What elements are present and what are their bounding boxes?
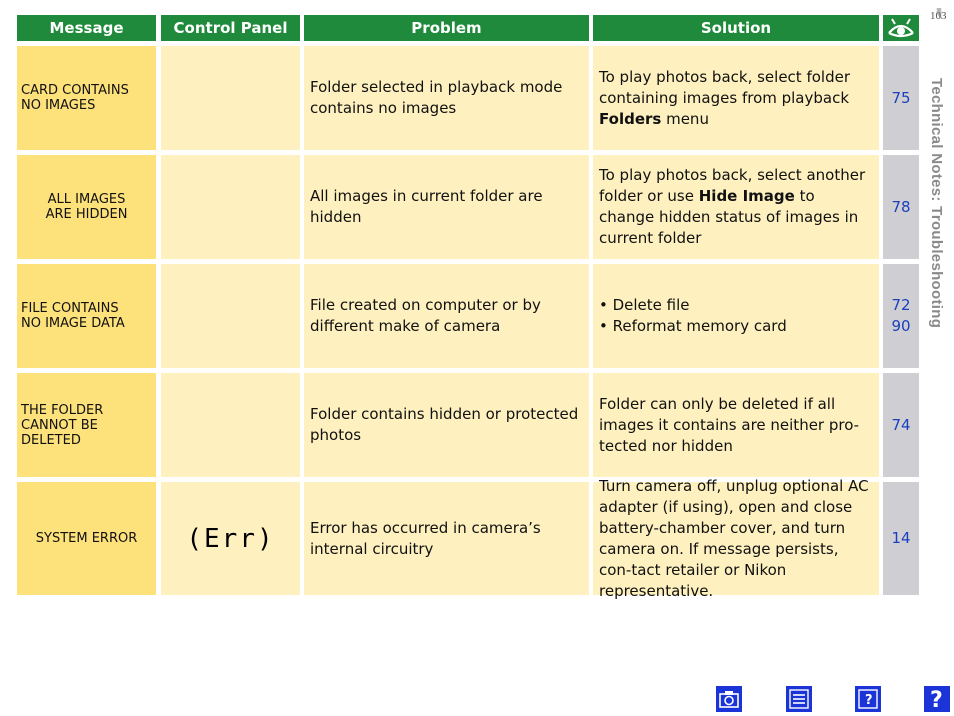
header-message-label: Message — [49, 19, 124, 37]
header-problem-label: Problem — [411, 19, 482, 37]
row-5-control-panel — [161, 482, 300, 595]
row-2-solution-text — [599, 165, 873, 249]
row-4-problem — [304, 373, 589, 477]
solution-text-part: To play photos back, select folder containing images from playback — [599, 67, 850, 107]
row-1-message — [17, 46, 156, 150]
row-5-page-link[interactable] — [883, 482, 919, 595]
row-5-message-text: SYSTEM ERROR — [35, 531, 138, 546]
nav-camera-button[interactable] — [716, 686, 742, 712]
row-5-message — [17, 482, 156, 595]
solution-text-part: To play photos back, select another folder or use — [599, 166, 866, 205]
row-3-page-number[interactable]: 72 90 — [891, 296, 911, 335]
nav-index-button[interactable] — [855, 686, 881, 712]
row-3-message-text: FILE CONTAINS NO IMAGE DATA — [21, 301, 125, 331]
row-4-message-text: THE FOLDER CANNOT BE DELETED — [21, 402, 104, 448]
row-4-page-link[interactable] — [883, 373, 919, 477]
row-3-page-link[interactable] — [883, 264, 919, 368]
page-number: 103 — [930, 10, 947, 22]
solution-bold-term: Hide Image — [698, 187, 795, 205]
row-1-control-panel — [161, 46, 300, 150]
control-panel-err-display: (Err) — [186, 523, 275, 554]
row-3-control-panel — [161, 264, 300, 368]
row-5-solution-text: Turn camera off, unplug optional AC adapter (if using), open and close battery-chamber cover, and turn camera on. If message persists, con-tact retailer or Nikon representative. — [599, 476, 869, 600]
row-4-page-number[interactable]: 74 — [891, 415, 911, 434]
row-5-problem-text: Error has occurred in camera’s internal circuitry — [310, 518, 541, 558]
help-question-icon — [927, 688, 947, 710]
header-message — [17, 15, 156, 41]
row-2-message-text: ALL IMAGES ARE HIDDEN — [45, 192, 128, 222]
row-5-problem — [304, 482, 589, 595]
solution-bold-term: Folders — [599, 109, 662, 128]
row-1-page-link[interactable] — [883, 46, 919, 150]
row-2-solution — [593, 155, 879, 259]
nav-help-button[interactable] — [924, 686, 950, 712]
row-4-solution-text: Folder can only be deleted if all images it contains are neither pro-tected nor hidden — [599, 394, 860, 455]
nikon-eye-svg — [886, 17, 916, 39]
header-control-panel — [161, 15, 300, 41]
row-1-solution — [593, 46, 879, 150]
camera-icon — [719, 690, 739, 708]
row-3-message — [17, 264, 156, 368]
row-1-problem — [304, 46, 589, 150]
row-2-problem — [304, 155, 589, 259]
row-1-problem-text: Folder selected in playback mode contains no images — [310, 78, 563, 117]
row-4-control-panel — [161, 373, 300, 477]
row-1-page-number[interactable]: 75 — [891, 88, 911, 107]
row-4-solution — [593, 373, 879, 477]
header-solution — [593, 15, 879, 41]
nikon-eye-icon — [883, 15, 919, 41]
svg-text:?: ? — [865, 693, 873, 708]
row-4-problem-text: Folder contains hidden or protected photos — [310, 405, 579, 444]
row-5-solution — [593, 476, 879, 600]
row-1-solution-text — [599, 67, 873, 130]
header-solution-label: Solution — [700, 19, 772, 37]
err-readout: Err — [204, 523, 257, 554]
row-5-page-number[interactable]: 14 — [891, 529, 911, 547]
solution-text-part: to change hidden status of images in current folder — [599, 187, 859, 247]
row-3-solution — [593, 264, 879, 368]
header-control-panel-label: Control Panel — [173, 19, 288, 37]
row-2-message — [17, 155, 156, 259]
header-problem — [304, 15, 589, 41]
row-4-message — [17, 373, 156, 477]
row-3-solution-text: • Delete file • Reformat memory card — [599, 296, 787, 335]
index-question-icon — [858, 689, 878, 709]
row-2-page-number[interactable]: 78 — [891, 197, 911, 216]
row-2-control-panel — [161, 155, 300, 259]
row-3-problem — [304, 264, 589, 368]
row-2-problem-text: All images in current folder are hidden — [310, 187, 543, 226]
svg-text:?: ? — [930, 688, 943, 710]
row-1-message-text: CARD CONTAINS NO IMAGES — [21, 83, 129, 113]
menu-list-icon — [789, 689, 809, 709]
row-2-page-link[interactable] — [883, 155, 919, 259]
row-3-problem-text: File created on computer or by different make of camera — [310, 296, 541, 335]
section-title: Technical Notes: Troubleshooting — [928, 78, 945, 329]
nav-menu-button[interactable] — [786, 686, 812, 712]
solution-text-part: menu — [661, 109, 709, 128]
